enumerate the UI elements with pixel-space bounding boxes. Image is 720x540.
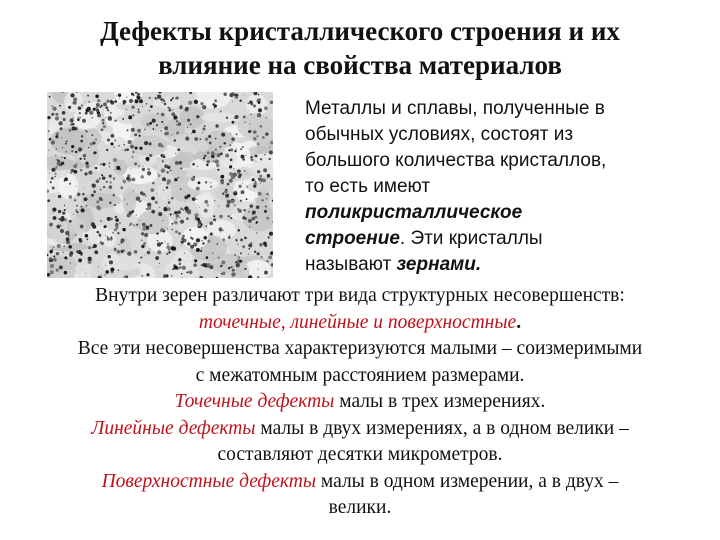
body-line-6-rest: малы в двух измерениях, а в одном велики – <box>255 417 629 439</box>
term-grains: зернами <box>396 254 476 275</box>
intro-line-6-rest: . Эти кристаллы <box>399 228 543 249</box>
title-line-2: влияние на свойства материалов <box>158 50 562 80</box>
point-defects-term: Точечные дефекты <box>174 391 335 412</box>
body-line-8-rest: малы в одном измерении, а в двух – <box>316 470 619 492</box>
defects-paragraph <box>0 283 720 522</box>
body-line-2-end: . <box>516 311 522 333</box>
slide-title <box>0 14 720 82</box>
body-line-4: с межатомным расстоянием размерами. <box>195 364 525 386</box>
intro-line-7-pre: называют <box>305 254 397 275</box>
defect-types-list: точечные, линейные и поверхностные <box>198 311 517 333</box>
term-polycrystalline: поликристаллическое <box>305 202 523 223</box>
body-line-8 <box>0 469 720 496</box>
intro-line-6 <box>305 226 705 252</box>
intro-line-4: то есть имеют <box>305 176 431 197</box>
body-line-6 <box>0 416 720 443</box>
intro-line-2: обычных условиях, состоят из <box>305 124 574 145</box>
intro-line-7-dot: . <box>475 254 482 275</box>
intro-line-1: Металлы и сплавы, полученные в <box>305 98 605 119</box>
intro-line-7 <box>305 252 705 278</box>
microstructure-image <box>47 92 273 278</box>
title-line-1: Дефекты кристаллического строения и их <box>100 16 620 46</box>
intro-paragraph <box>305 96 705 278</box>
linear-defects-term: Линейные дефекты <box>91 417 256 439</box>
body-line-7: составляют десятки микрометров. <box>217 444 503 465</box>
body-line-9: велики. <box>328 497 392 518</box>
body-line-5 <box>0 389 720 416</box>
microstructure-texture <box>47 92 273 278</box>
body-line-2 <box>0 310 720 337</box>
intro-line-5 <box>305 200 705 226</box>
surface-defects-term: Поверхностные дефекты <box>101 470 317 492</box>
body-line-5-rest: малы в трех измерениях. <box>334 391 546 412</box>
body-line-1: Внутри зерен различают три вида структурных несовершенств: <box>95 285 625 306</box>
intro-line-3: большого количества кристаллов, <box>305 150 607 171</box>
term-structure: строение <box>305 228 400 249</box>
body-line-3: Все эти несовершенства характеризуются малыми – соизмеримыми <box>77 338 643 359</box>
